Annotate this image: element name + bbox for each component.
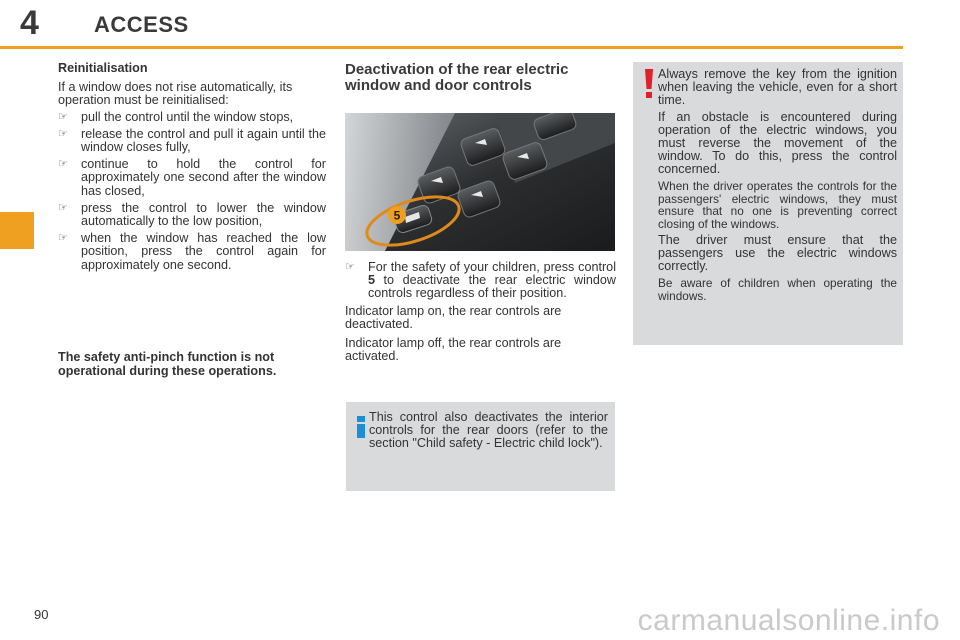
info-text: This control also deactivates the interior controls for the rear doors (refer to the section "Child safety - Electric child lock"). <box>369 410 608 450</box>
info-icon <box>354 416 368 438</box>
pointing-hand-icon: ☞ <box>58 127 68 140</box>
pointing-hand-icon: ☞ <box>58 110 68 123</box>
safety-instructions <box>345 261 616 301</box>
list-item: ☞ when the window has reached the low position, press the control again for approximately one second. <box>58 231 326 272</box>
warning-text <box>658 68 897 307</box>
indicator-on-text: Indicator lamp on, the rear controls are deactivated. <box>345 303 562 331</box>
chapter-side-tab <box>0 212 34 249</box>
list-item: ☞ pull the control until the window stops, <box>58 109 294 124</box>
chapter-number: 4 <box>20 4 39 42</box>
callout-5-label: 5 <box>393 208 401 223</box>
pointing-hand-icon: ☞ <box>58 158 68 171</box>
warning-passengers-text: The driver must ensure that the passengers use the electric windows correctly. <box>658 233 897 274</box>
list-item: ☞ For the safety of your children, press control 5 to deactivate the rear electric window controls regardless of their position. <box>345 260 616 301</box>
warning-obstacle-text: If an obstacle is encountered during operation of the electric windows, you must reverse the movement of the window. To do this, press the control concerned. <box>658 110 897 176</box>
reinitialisation-intro: If a window does not rise automatically, its operation must be reinitialised: <box>58 80 293 108</box>
reinitialisation-heading: Reinitialisation <box>58 61 148 75</box>
pointing-hand-icon: ☞ <box>345 261 355 273</box>
list-item: ☞ release the control and pull it again until the window closes fully, <box>58 126 326 155</box>
watermark: carmanualsonline.info <box>637 604 940 637</box>
info-box <box>346 402 615 491</box>
anti-pinch-note: The safety anti-pinch function is not operational during these operations. <box>58 350 277 378</box>
window-controls-photo <box>345 113 615 251</box>
middle-column <box>345 62 616 100</box>
pointing-hand-icon: ☞ <box>58 201 68 214</box>
middle-column-text <box>345 261 616 369</box>
reinitialisation-steps <box>58 111 326 272</box>
chapter-title: ACCESS <box>94 12 189 37</box>
header-rule <box>0 46 903 49</box>
indicator-off-text: Indicator lamp off, the rear controls are activated. <box>345 336 562 364</box>
pointing-hand-icon: ☞ <box>58 232 68 245</box>
section-title: Deactivation of the rear electric window and door controls <box>345 61 569 94</box>
warning-key-text: Always remove the key from the ignition when leaving the vehicle, even for a short time. <box>658 67 897 107</box>
list-item: ☞ continue to hold the control for approximately one second after the window has closed, <box>58 157 326 198</box>
warning-box <box>633 62 903 345</box>
warning-children-text: Be aware of children when operating the windows. <box>658 276 897 303</box>
list-item: ☞ press the control to lower the window automatically to the low position, <box>58 200 326 229</box>
warning-icon <box>644 69 654 99</box>
page-number: 90 <box>34 607 49 622</box>
left-column <box>58 62 326 276</box>
warning-driver-text: When the driver operates the controls for the passengers' electric windows, they must ensure that no one is preventing correct closing of the windows. <box>658 179 897 231</box>
